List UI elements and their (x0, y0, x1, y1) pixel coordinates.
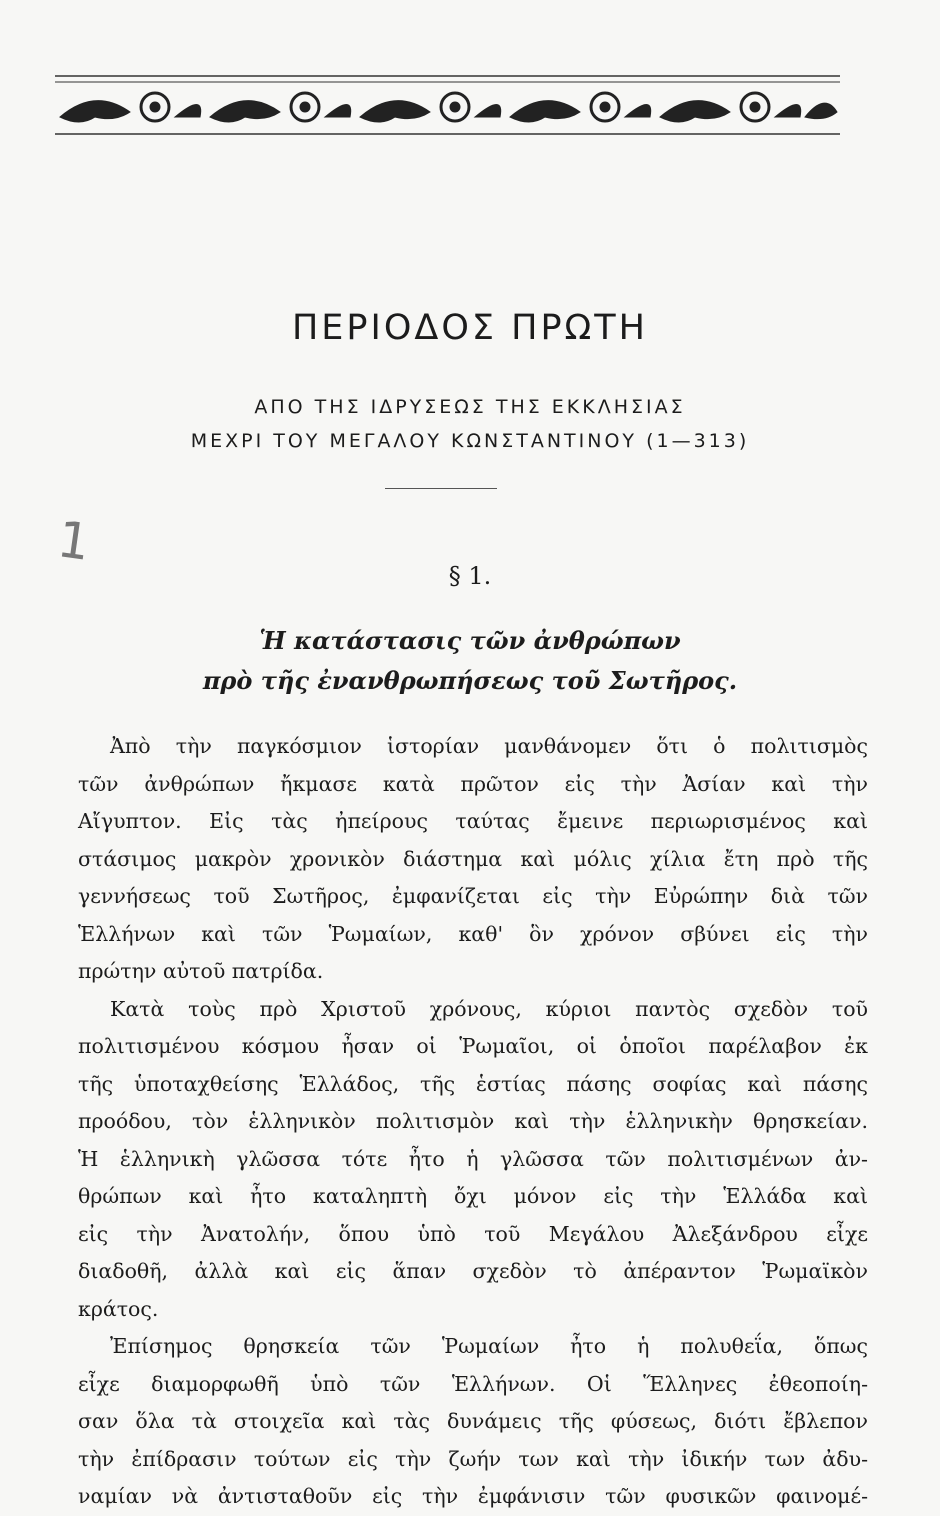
text-line: Ἀπὸ τὴν παγκόσμιον ἱστορίαν μανθάνομεν ὅτι ὁ πολιτισμὸς (110, 734, 868, 758)
text-line: Ἐπίσημος θρησκεία τῶν Ῥωμαίων ἦτο ἡ πολυθεΐα, ὅπως (110, 1334, 868, 1358)
period-title: ΠΕΡΙΟΔΟΣ ΠΡΩΤΗ (291, 308, 648, 348)
section-number: § 1. (448, 562, 492, 590)
text-line: πολιτισμένου κόσμου ἦσαν οἱ Ῥωμαῖοι, οἱ ὁποῖοι παρέλαβον ἐκ (78, 1034, 868, 1058)
text-line: Αἴγυπτον. Εἰς τὰς ἠπείρους ταύτας ἔμεινε περιωρισμένος καὶ (78, 809, 868, 833)
divider-rule (385, 488, 497, 489)
handwritten-margin-mark: 1 (54, 510, 94, 572)
text-line: σαν ὅλα τὰ στοιχεῖα καὶ τὰς δυνάμεις τῆς φύσεως, διότι ἔβλεπον (78, 1409, 868, 1433)
text-line: Ἑλλήνων καὶ τῶν Ῥωμαίων, καθ' ὃν χρόνον σβύνει εἰς τὴν (78, 921, 868, 946)
text-line: προόδου, τὸν ἑλληνικὸν πολιτισμὸν καὶ τὴν ἑλληνικὴν θρησκείαν. (78, 1109, 868, 1133)
section-heading-line-1: Ἡ κατάστασις τῶν ἀνθρώπων (259, 626, 681, 655)
text-line: ναμίαν νὰ ἀντισταθοῦν εἰς τὴν ἐμφάνισιν τῶν φυσικῶν φαινομέ- (78, 1484, 868, 1508)
text-line: κράτος. (78, 1296, 159, 1321)
text-line: Ἡ ἑλληνικὴ γλῶσσα τότε ἦτο ἡ γλῶσσα τῶν πολιτισμένων ἀν- (78, 1146, 868, 1171)
text-line: εἰς τὴν Ἀνατολήν, ὅπου ὑπὸ τοῦ Μεγάλου Ἀλεξάνδρου εἶχε (78, 1221, 868, 1246)
period-subtitle-line-1: ΑΠΟ ΤΗΣ ΙΔΡΥΣΕΩΣ ΤΗΣ ΕΚΚΛΗΣΙΑΣ (254, 396, 686, 418)
text-line: θρώπων καὶ ἦτο καταληπτὴ ὄχι μόνον εἰς τὴν Ἑλλάδα καὶ (78, 1184, 868, 1208)
period-subtitle-line-2: ΜΕΧΡΙ ΤΟΥ ΜΕΓΑΛΟΥ ΚΩΝΣΤΑΝΤΙΝΟΥ (1—313) (190, 430, 750, 452)
text-line: στάσιμος μακρὸν χρονικὸν διάστημα καὶ μόλις χίλια ἔτη πρὸ τῆς (78, 846, 868, 871)
text-line: τῆς ὑποταχθείσης Ἑλλάδος, τῆς ἑστίας πάσης σοφίας καὶ πάσης (78, 1071, 868, 1096)
text-line: τῶν ἀνθρώπων ἤκμασε κατὰ πρῶτον εἰς τὴν Ἀσίαν καὶ τὴν (78, 771, 868, 796)
text-line: τὴν ἐπίδρασιν τούτων εἰς τὴν ζωήν των καὶ τὴν ἰδικήν των ἀδυ- (78, 1446, 868, 1471)
text-line: διαδοθῆ, ἀλλὰ καὶ εἰς ἅπαν σχεδὸν τὸ ἀπέραντον Ῥωμαϊκὸν (78, 1259, 868, 1283)
text-line: πρώτην αὐτοῦ πατρίδα. (78, 959, 324, 983)
text-line: γεννήσεως τοῦ Σωτῆρος, ἐμφανίζεται εἰς τὴν Εὐρώπην διὰ τῶν (78, 884, 868, 908)
section-heading-line-2: πρὸ τῆς ἐνανθρωπήσεως τοῦ Σωτῆρος. (202, 666, 738, 695)
decorative-ornament-band (55, 72, 840, 142)
text-line: εἶχε διαμορφωθῆ ὑπὸ τῶν Ἑλλήνων. Οἱ Ἕλληνες ἐθεοποίη- (78, 1371, 868, 1396)
body-text (78, 728, 868, 1516)
text-line: Κατὰ τοὺς πρὸ Χριστοῦ χρόνους, κύριοι παντὸς σχεδὸν τοῦ (110, 996, 868, 1021)
